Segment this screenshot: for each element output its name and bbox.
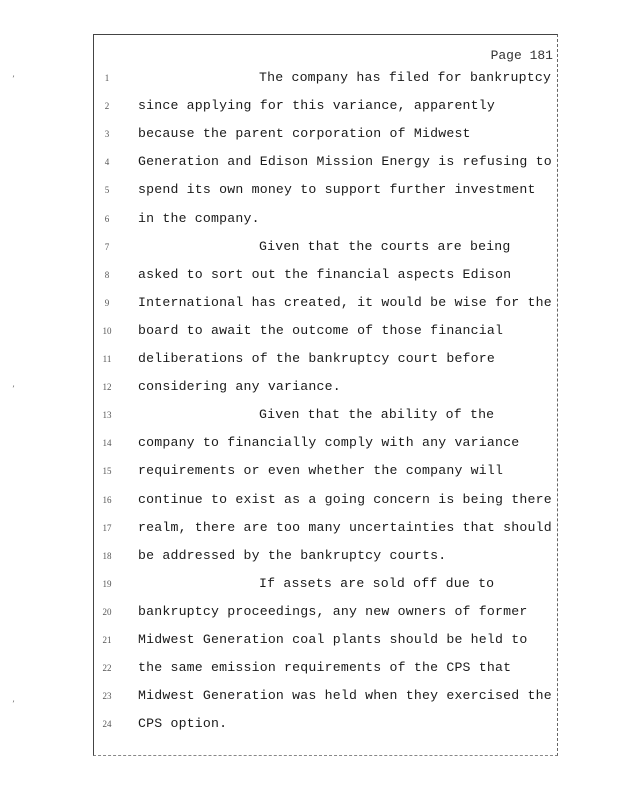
line-text: requirements or even whether the company will [138, 463, 504, 479]
transcript-line [0, 520, 618, 538]
transcript-line [0, 154, 618, 172]
line-number: 16 [102, 494, 112, 505]
transcript-line [0, 182, 618, 200]
line-text: asked to sort out the financial aspects Edison [138, 266, 512, 282]
line-number: 18 [102, 550, 112, 561]
line-text: Midwest Generation coal plants should be held to [138, 632, 528, 647]
transcript-line [0, 295, 618, 313]
margin-tick: ’ [12, 385, 15, 395]
line-text: since applying for this variance, apparently [138, 98, 496, 114]
line-text: Midwest Generation was held when they exercised the [138, 688, 552, 704]
line-text: CPS option. [138, 716, 228, 732]
line-number: 17 [102, 522, 112, 533]
transcript-line [0, 492, 618, 510]
line-text: If assets are sold off due to [259, 575, 495, 591]
line-number: 2 [104, 101, 110, 112]
transcript-line [0, 126, 618, 144]
line-number: 24 [102, 719, 112, 730]
line-text: considering any variance. [138, 379, 341, 395]
line-number: 19 [102, 578, 112, 589]
transcript-line [0, 351, 618, 369]
line-number: 1 [104, 73, 110, 83]
transcript-line [0, 576, 618, 594]
line-text: because the parent corporation of Midwest [138, 126, 471, 142]
transcript-line [0, 716, 618, 734]
line-number: 11 [102, 354, 112, 364]
line-text: Generation and Edison Mission Energy is refusing to [138, 154, 552, 170]
transcript-line [0, 660, 618, 678]
margin-tick: ’ [12, 75, 15, 85]
line-number: 12 [102, 382, 112, 393]
transcript-line [0, 379, 618, 397]
transcript-line [0, 239, 618, 257]
line-number: 4 [104, 157, 110, 168]
line-number: 8 [104, 269, 110, 280]
line-number: 14 [102, 438, 112, 449]
transcript-line [0, 688, 618, 706]
transcript-line [0, 604, 618, 622]
line-text: International has created, it would be wise for the [138, 294, 552, 310]
line-text: be addressed by the bankruptcy courts. [138, 547, 447, 563]
line-text: deliberations of the bankruptcy court before [138, 351, 496, 366]
transcript-line [0, 435, 618, 453]
page-number: Page 181 [490, 48, 553, 63]
line-text: Given that the ability of the [259, 407, 495, 423]
transcript-line [0, 463, 618, 481]
line-number: 10 [102, 325, 112, 336]
transcript-line [0, 632, 618, 650]
transcript-line [0, 267, 618, 285]
line-text: spend its own money to support further investment [138, 182, 536, 198]
line-text: bankruptcy proceedings, any new owners of former [138, 603, 528, 619]
transcript-line [0, 407, 618, 425]
margin-tick: ’ [12, 700, 15, 710]
transcript-line [0, 323, 618, 341]
transcript-line [0, 70, 618, 88]
line-number: 22 [102, 663, 112, 674]
line-text: company to financially comply with any variance [138, 435, 520, 451]
line-number: 21 [102, 635, 112, 645]
line-text: the same emission requirements of the CPS that [138, 660, 512, 676]
line-number: 20 [102, 606, 112, 617]
transcript-line [0, 98, 618, 116]
line-number: 9 [104, 297, 110, 308]
line-text: Given that the courts are being [259, 238, 511, 254]
line-number: 15 [102, 466, 112, 477]
line-number: 5 [104, 185, 110, 196]
line-number: 7 [104, 241, 110, 252]
line-text: continue to exist as a going concern is being there [138, 491, 552, 507]
line-number: 6 [104, 213, 110, 224]
transcript-line [0, 548, 618, 566]
line-number: 3 [104, 129, 110, 140]
line-text: The company has filed for bankruptcy [259, 70, 552, 85]
line-number: 23 [102, 691, 112, 702]
line-text: realm, there are too many uncertainties that should [138, 519, 552, 535]
line-text: in the company. [138, 210, 260, 226]
line-text: board to await the outcome of those financial [138, 322, 504, 338]
line-number: 13 [102, 410, 112, 421]
transcript-line [0, 211, 618, 229]
